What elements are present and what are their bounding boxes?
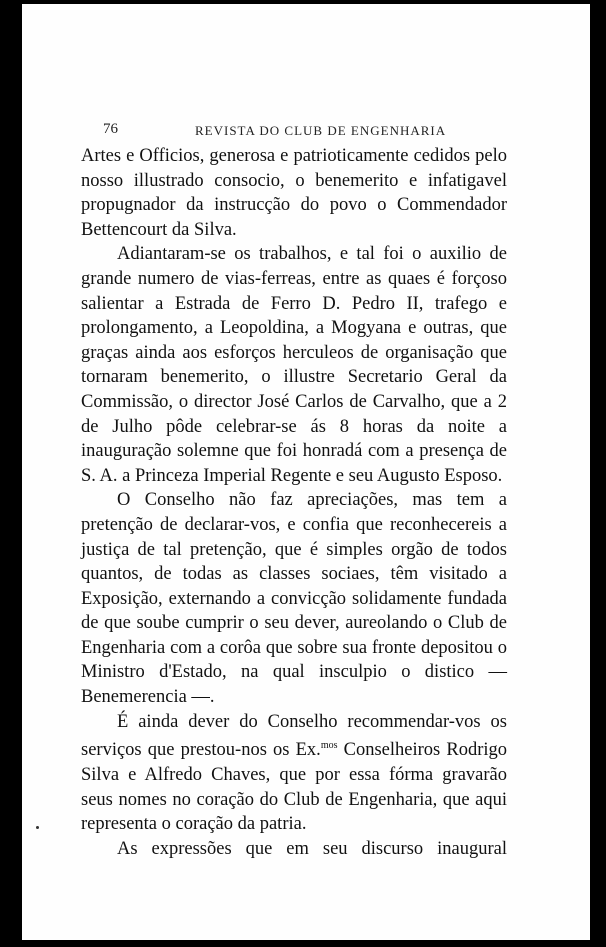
- page-speck: [36, 826, 39, 829]
- page-number: 76: [103, 121, 118, 137]
- paragraph-4-text-a: É ainda dever do Conselho recommendar-vos os serviços que prestou-nos os Ex.: [81, 711, 507, 761]
- paragraph-4: [81, 710, 507, 837]
- paragraph-4-text-b: Conselheiros Rodrigo Silva e Alfredo Chaves, que por essa fórma gravarão seus nomes no coração do Club de Engenharia, que aqui representa o coração da patria.: [81, 740, 507, 835]
- running-title: REVISTA DO CLUB DE ENGENHARIA: [195, 123, 447, 138]
- paragraph-3: O Conselho não faz apreciações, mas tem a pretenção de declarar-vos, e confia que reconhecereis a justiça de tal pretenção, que é simples orgão de todos quantos, de todas as classes sociaes, têm visitado a Exposição, externando a convicção solidamente fundada de que soube cumprir o seu dever, aureolando o Club de Engenharia com a corôa que sobre sua fronte depositou o Ministro d'Estado, na qual insculpio o distico — Benemerencia —.: [81, 490, 507, 708]
- paragraph-5: As expressões que em seu discurso inaugural: [117, 838, 507, 859]
- superscript-mos: mos: [320, 740, 338, 752]
- page-header: [103, 121, 533, 141]
- body-text: [81, 144, 507, 861]
- paragraph-2: Adiantaram-se os trabalhos, e tal foi o auxilio de grande numero de vias-ferreas, entre as quaes é forçoso salientar a Estrada de Ferro D. Pedro II, trafego e prolongamento, a Leopoldina, a Mogyana e outras, que graças ainda aos esforços herculeos de organisação que tornaram benemerito, o illustre Secretario Geral da Commissão, o director José Carlos de Carvalho, que a 2 de Julho pôde celebrar-se ás 8 horas da noite a inauguração solemne que foi honradá com a presença de S. A. a Princeza Imperial Regente e seu Augusto Esposo.: [81, 244, 507, 486]
- paragraph-1: Artes e Officios, generosa e patrioticamente cedidos pelo nosso illustrado consocio, o benemerito e infatigavel propugnador da instrucção do povo o Commendador Bettencourt da Silva.: [81, 146, 507, 240]
